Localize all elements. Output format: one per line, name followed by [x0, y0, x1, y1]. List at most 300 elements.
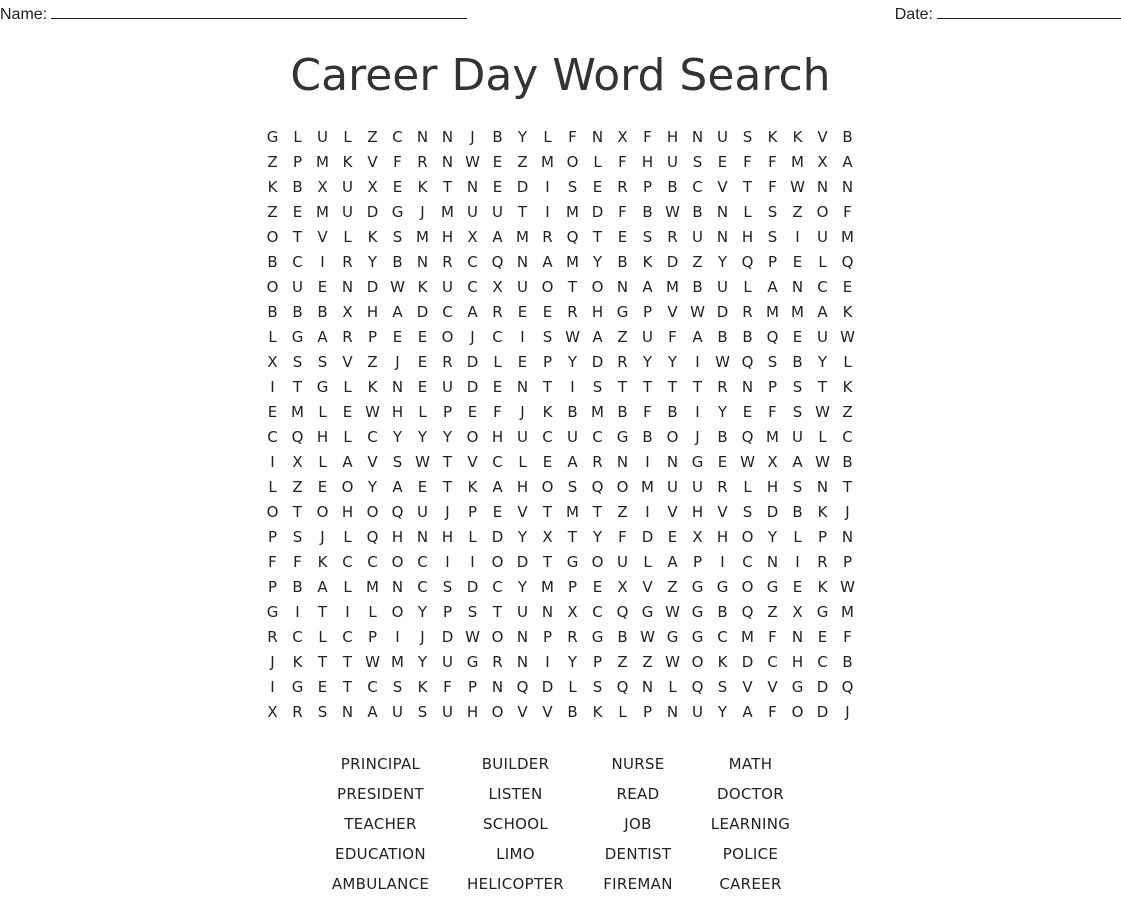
grid-letter: I [445, 553, 450, 571]
grid-letter: A [592, 328, 603, 346]
grid-letter: Y [717, 703, 728, 721]
grid-letter: W [840, 578, 855, 596]
grid-letter: E [717, 153, 728, 171]
grid-letter: N [716, 203, 729, 221]
grid-letter: I [270, 453, 275, 471]
word-bank-item: PRINCIPAL [340, 755, 421, 773]
grid-letter: P [842, 553, 853, 571]
grid-letter: W [665, 203, 680, 221]
grid-letter: X [792, 603, 803, 621]
grid-letter: X [292, 453, 303, 471]
grid-letter: S [792, 378, 803, 396]
grid-letter: O [491, 553, 504, 571]
grid-letter: X [492, 278, 503, 296]
grid-row [260, 575, 860, 600]
grid-letter: R [742, 303, 753, 321]
grid-letter: W [715, 353, 730, 371]
grid-letter: L [268, 328, 277, 346]
grid-letter: S [392, 453, 403, 471]
grid-letter: L [668, 678, 677, 696]
grid-letter: U [442, 703, 453, 721]
grid-letter: S [742, 503, 753, 521]
grid-letter: C [742, 553, 753, 571]
grid-letter: C [367, 678, 378, 696]
grid-letter: G [691, 453, 704, 471]
grid-letter: O [266, 278, 279, 296]
grid-letter: D [641, 528, 654, 546]
grid-letter: U [417, 503, 428, 521]
grid-letter: Y [417, 603, 428, 621]
grid-letter: W [415, 453, 430, 471]
grid-letter: U [392, 703, 403, 721]
grid-letter: W [665, 603, 680, 621]
grid-letter: C [417, 578, 428, 596]
grid-letter: N [491, 678, 504, 696]
grid-letter: R [442, 353, 453, 371]
grid-letter: D [516, 178, 529, 196]
grid-row [260, 175, 860, 200]
grid-letter: C [492, 578, 503, 596]
grid-letter: C [267, 428, 278, 446]
word-bank-item: LEARNING [710, 815, 791, 833]
grid-letter: P [642, 178, 653, 196]
grid-letter: U [517, 428, 528, 446]
grid-letter: T [542, 553, 553, 571]
grid-letter: S [317, 703, 328, 721]
grid-letter: V [467, 453, 478, 471]
grid-letter: H [791, 653, 804, 671]
grid-letter: U [692, 703, 703, 721]
grid-letter: R [292, 703, 303, 721]
grid-letter: D [666, 253, 679, 271]
grid-letter: M [666, 278, 679, 296]
grid-letter: L [418, 403, 427, 421]
grid-letter: F [293, 553, 302, 571]
grid-letter: I [695, 353, 700, 371]
grid-letter: N [441, 128, 454, 146]
grid-letter: H [466, 703, 479, 721]
grid-letter: C [592, 603, 603, 621]
grid-letter: L [318, 628, 327, 646]
grid-letter: O [816, 203, 829, 221]
grid-letter: N [641, 678, 654, 696]
grid-letter: Z [367, 128, 378, 146]
grid-letter: G [316, 378, 329, 396]
word-bank-item: SCHOOL [482, 815, 549, 833]
grid-letter: A [842, 153, 853, 171]
grid-letter: V [342, 353, 353, 371]
grid-letter: D [366, 203, 379, 221]
grid-letter: T [567, 278, 578, 296]
word-bank-item: MATH [728, 755, 773, 773]
grid-letter: M [441, 203, 454, 221]
grid-letter: O [491, 703, 504, 721]
grid-letter: F [618, 203, 627, 221]
grid-letter: J [520, 403, 525, 421]
word-bank-item: CAREER [719, 875, 782, 893]
grid-letter: H [516, 478, 529, 496]
grid-letter: S [417, 703, 428, 721]
grid-letter: K [417, 278, 428, 296]
grid-letter: U [517, 603, 528, 621]
grid-letter: M [291, 403, 304, 421]
grid-letter: W [840, 328, 855, 346]
grid-letter: S [642, 228, 653, 246]
grid-letter: J [845, 503, 850, 521]
grid-letter: Q [841, 678, 854, 696]
grid-letter: I [570, 378, 575, 396]
date-field[interactable] [895, 4, 1121, 24]
grid-letter: M [791, 153, 804, 171]
grid-letter: F [843, 203, 852, 221]
grid-letter: V [817, 128, 828, 146]
grid-letter: L [743, 203, 752, 221]
grid-letter: Z [792, 203, 803, 221]
grid-letter: V [767, 678, 778, 696]
grid-letter: X [767, 453, 778, 471]
grid-letter: S [742, 128, 753, 146]
grid-row [260, 500, 860, 525]
grid-letter: N [791, 628, 804, 646]
grid-letter: Q [741, 353, 754, 371]
grid-letter: K [417, 178, 428, 196]
grid-letter: L [343, 128, 352, 146]
grid-letter: Z [517, 153, 528, 171]
grid-letter: R [617, 178, 628, 196]
grid-letter: G [691, 628, 704, 646]
grid-letter: E [292, 203, 303, 221]
grid-letter: Z [642, 653, 653, 671]
grid-letter: J [395, 353, 400, 371]
grid-letter: L [343, 228, 352, 246]
grid-letter: S [767, 228, 778, 246]
grid-letter: K [367, 228, 378, 246]
grid-letter: F [618, 153, 627, 171]
grid-letter: P [542, 353, 553, 371]
grid-letter: F [618, 528, 627, 546]
grid-letter: U [467, 203, 478, 221]
grid-letter: W [740, 453, 755, 471]
grid-letter: B [267, 253, 278, 271]
grid-letter: Z [767, 603, 778, 621]
grid-letter: X [817, 153, 828, 171]
grid-letter: U [317, 128, 328, 146]
grid-letter: B [792, 353, 803, 371]
grid-letter: N [816, 178, 829, 196]
grid-letter: N [516, 253, 529, 271]
grid-letter: A [742, 703, 753, 721]
grid-letter: A [692, 328, 703, 346]
grid-letter: A [467, 303, 478, 321]
grid-letter: F [768, 153, 777, 171]
grid-letter: O [791, 703, 804, 721]
grid-letter: Q [291, 428, 304, 446]
grid-letter: P [542, 628, 553, 646]
grid-letter: I [795, 228, 800, 246]
grid-row [260, 225, 860, 250]
grid-letter: K [367, 378, 378, 396]
grid-letter: W [815, 403, 830, 421]
grid-letter: B [292, 578, 303, 596]
grid-letter: L [643, 553, 652, 571]
grid-letter: B [717, 428, 728, 446]
grid-letter: N [341, 703, 354, 721]
grid-letter: P [292, 153, 303, 171]
grid-letter: S [467, 603, 478, 621]
grid-letter: J [845, 703, 850, 721]
grid-letter: B [667, 178, 678, 196]
grid-row [260, 400, 860, 425]
grid-letter: Z [842, 403, 853, 421]
grid-letter: U [717, 278, 728, 296]
grid-letter: N [441, 153, 454, 171]
grid-letter: M [741, 628, 754, 646]
grid-letter: J [470, 128, 475, 146]
grid-letter: S [292, 528, 303, 546]
grid-row [260, 300, 860, 325]
grid-letter: H [441, 528, 454, 546]
grid-letter: N [766, 553, 779, 571]
grid-letter: J [420, 203, 425, 221]
grid-row [260, 600, 860, 625]
grid-letter: M [591, 403, 604, 421]
grid-letter: M [366, 578, 379, 596]
grid-letter: Q [841, 253, 854, 271]
word-bank-item: POLICE [722, 845, 779, 863]
grid-letter: A [642, 278, 653, 296]
grid-row [260, 425, 860, 450]
grid-letter: U [292, 278, 303, 296]
name-line[interactable] [51, 4, 467, 19]
grid-letter: L [743, 478, 752, 496]
grid-row [260, 275, 860, 300]
grid-letter: P [642, 303, 653, 321]
grid-letter: S [567, 178, 578, 196]
grid-letter: E [267, 403, 278, 421]
grid-letter: B [267, 303, 278, 321]
grid-letter: Y [367, 478, 378, 496]
grid-letter: Y [592, 253, 603, 271]
grid-letter: O [591, 278, 604, 296]
grid-letter: E [342, 403, 353, 421]
grid-letter: K [842, 378, 853, 396]
grid-letter: T [642, 378, 653, 396]
grid-letter: Y [442, 428, 453, 446]
grid-letter: H [491, 428, 504, 446]
grid-letter: D [591, 203, 604, 221]
grid-letter: R [717, 478, 728, 496]
grid-letter: E [517, 303, 528, 321]
grid-letter: W [790, 178, 805, 196]
grid-letter: M [766, 428, 779, 446]
grid-letter: I [645, 453, 650, 471]
grid-letter: J [695, 428, 700, 446]
grid-letter: A [317, 328, 328, 346]
date-line[interactable] [937, 4, 1121, 19]
grid-letter: I [395, 628, 400, 646]
grid-letter: A [767, 278, 778, 296]
grid-letter: N [416, 253, 429, 271]
grid-letter: O [341, 478, 354, 496]
grid-letter: F [568, 128, 577, 146]
grid-letter: H [591, 303, 604, 321]
grid-letter: C [717, 628, 728, 646]
grid-letter: Y [392, 428, 403, 446]
grid-letter: S [292, 353, 303, 371]
grid-letter: O [741, 528, 754, 546]
grid-letter: O [541, 278, 554, 296]
grid-letter: S [317, 353, 328, 371]
grid-letter: C [817, 653, 828, 671]
grid-letter: I [545, 203, 550, 221]
grid-letter: N [691, 128, 704, 146]
grid-letter: M [566, 503, 579, 521]
grid-letter: J [445, 503, 450, 521]
grid-letter: M [541, 578, 554, 596]
grid-letter: I [345, 603, 350, 621]
grid-letter: L [343, 528, 352, 546]
grid-letter: H [716, 528, 729, 546]
grid-letter: E [617, 228, 628, 246]
grid-letter: V [517, 503, 528, 521]
grid-letter: Y [642, 353, 653, 371]
grid-letter: D [466, 378, 479, 396]
grid-letter: B [792, 503, 803, 521]
grid-letter: S [792, 403, 803, 421]
grid-letter: F [743, 153, 752, 171]
grid-letter: Q [566, 228, 579, 246]
grid-letter: T [292, 503, 303, 521]
grid-letter: F [768, 703, 777, 721]
word-bank-item: JOB [624, 815, 652, 833]
grid-letter: B [492, 128, 503, 146]
grid-letter: L [593, 153, 602, 171]
grid-letter: I [645, 503, 650, 521]
grid-letter: T [292, 378, 303, 396]
grid-letter: Y [567, 653, 578, 671]
grid-letter: B [317, 303, 328, 321]
grid-row [260, 700, 860, 725]
grid-letter: C [442, 303, 453, 321]
grid-letter: T [842, 478, 853, 496]
grid-letter: W [665, 653, 680, 671]
grid-letter: B [567, 403, 578, 421]
grid-letter: H [741, 228, 754, 246]
grid-letter: F [768, 403, 777, 421]
grid-row [260, 675, 860, 700]
grid-letter: L [618, 703, 627, 721]
grid-letter: T [292, 228, 303, 246]
grid-letter: G [266, 128, 279, 146]
grid-letter: U [617, 553, 628, 571]
word-bank-item: LIMO [496, 845, 535, 863]
grid-letter: N [416, 528, 429, 546]
word-bank-item: EDUCATION [335, 845, 426, 863]
grid-letter: Q [691, 678, 704, 696]
grid-letter: T [442, 478, 453, 496]
grid-letter: N [466, 178, 479, 196]
grid-letter: R [492, 303, 503, 321]
word-bank-item: HELICOPTER [467, 875, 564, 893]
grid-letter: M [516, 228, 529, 246]
grid-letter: E [317, 678, 328, 696]
grid-letter: R [267, 628, 278, 646]
grid-letter: R [417, 153, 428, 171]
grid-letter: E [592, 578, 603, 596]
grid-letter: J [320, 528, 325, 546]
grid-letter: S [592, 678, 603, 696]
grid-letter: F [768, 628, 777, 646]
grid-letter: L [318, 453, 327, 471]
grid-row [260, 325, 860, 350]
grid-letter: G [266, 603, 279, 621]
grid-letter: Y [767, 528, 778, 546]
grid-letter: D [441, 628, 454, 646]
grid-letter: Y [667, 353, 678, 371]
grid-letter: L [518, 453, 527, 471]
grid-letter: C [492, 328, 503, 346]
grid-letter: T [442, 178, 453, 196]
grid-letter: W [390, 278, 405, 296]
grid-letter: B [667, 403, 678, 421]
grid-row [260, 200, 860, 225]
grid-letter: X [617, 128, 628, 146]
grid-letter: H [391, 528, 404, 546]
grid-letter: S [392, 228, 403, 246]
grid-letter: V [367, 153, 378, 171]
grid-letter: K [592, 703, 603, 721]
grid-letter: W [465, 628, 480, 646]
grid-letter: T [342, 653, 353, 671]
grid-letter: N [516, 653, 529, 671]
grid-letter: P [817, 528, 828, 546]
grid-letter: T [617, 378, 628, 396]
grid-letter: P [767, 378, 778, 396]
grid-letter: O [591, 553, 604, 571]
grid-letter: A [392, 303, 403, 321]
grid-letter: U [667, 478, 678, 496]
grid-letter: Y [592, 528, 603, 546]
grid-letter: D [741, 653, 754, 671]
grid-letter: E [592, 178, 603, 196]
grid-letter: V [667, 503, 678, 521]
grid-letter: Z [617, 503, 628, 521]
grid-letter: E [392, 328, 403, 346]
word-bank [313, 752, 813, 902]
grid-letter: C [467, 253, 478, 271]
grid-letter: D [541, 678, 554, 696]
word-bank-item: NURSE [611, 755, 665, 773]
grid-letter: N [416, 128, 429, 146]
name-field[interactable] [0, 4, 467, 24]
grid-letter: D [466, 578, 479, 596]
grid-letter: P [442, 603, 453, 621]
grid-letter: A [567, 453, 578, 471]
grid-letter: E [317, 478, 328, 496]
grid-letter: B [692, 203, 703, 221]
grid-letter: L [843, 353, 852, 371]
grid-row [260, 375, 860, 400]
grid-letter: O [366, 503, 379, 521]
grid-row [260, 650, 860, 675]
grid-letter: D [816, 678, 829, 696]
grid-letter: N [816, 478, 829, 496]
grid-letter: X [467, 228, 478, 246]
grid-letter: Q [491, 253, 504, 271]
grid-letter: O [491, 628, 504, 646]
grid-letter: M [316, 203, 329, 221]
grid-letter: Q [616, 678, 629, 696]
